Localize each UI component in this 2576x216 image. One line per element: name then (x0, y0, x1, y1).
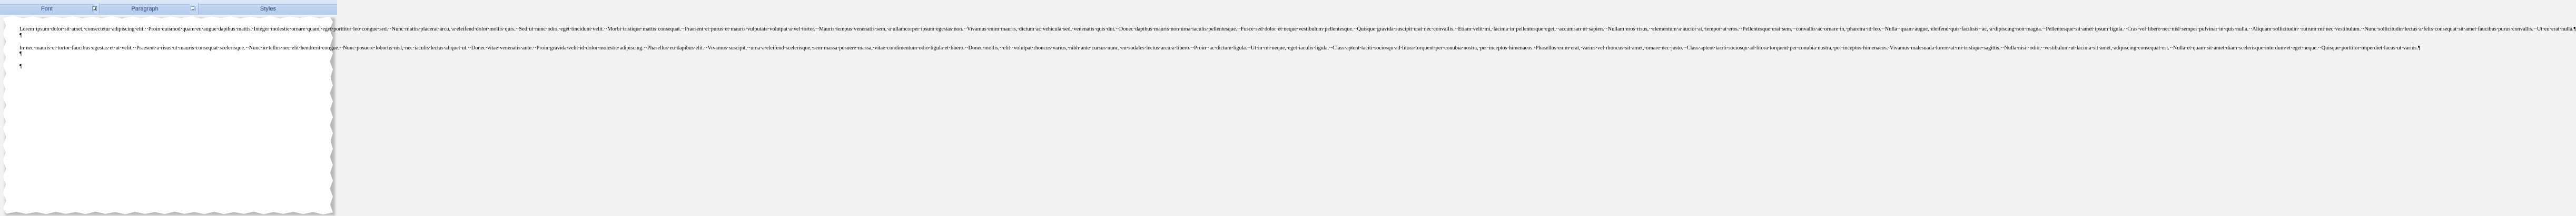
paragraph-mark: ¶ (19, 51, 22, 57)
paragraph-mark: ¶ (19, 64, 22, 70)
styles-group-label: Styles (260, 6, 276, 12)
document-body[interactable] (19, 26, 2576, 70)
group-separator (198, 3, 199, 14)
ribbon-group-bar (0, 0, 337, 15)
paragraph-dialog-launcher-icon[interactable] (191, 6, 195, 11)
font-group (0, 4, 94, 14)
font-group-label: Font (41, 6, 53, 12)
group-separator (99, 3, 100, 14)
paragraph-mark: ¶ (19, 32, 22, 38)
paragraph-group (100, 4, 190, 14)
paragraph-group-label: Paragraph (131, 6, 159, 12)
paragraph-1: Lorem·ipsum·dolor·sit·amet,·consectetur·adipiscing·elit.··Proin·euismod·quam·eu·augue·dapibus·mattis.·Integer·molestie·ornare·quam,·eget·porttitor·leo·congue·sed.··Nunc·mattis·placerat·arcu,·a·eleifend·dolor·mollis·quis.··Sed·ut·nunc·odio,·eget·tincidunt·velit.··Morbi·tristique·mattis·consequat.··Praesent·et·purus·et·mauris·vulputate·volutpat·a·vel·tortor.··Mauris·tempus·venenatis·sem,·a·ullamcorper·ipsum·egestas·non.··Vivamus·enim·mauris,·dictum·ac·vehicula·sed,·venenatis·quis·dui.··Donec·dapibus·mauris·non·urna·iaculis·pellentesque.··Fusce·sed·dolor·et·neque·vestibulum·pellentesque.··Quisque·gravida·suscipit·erat·nec·convallis.··Etiam·velit·mi,·lacinia·in·pellentesque·eget,··accumsan·ut·sapien.··Nullam·eros·risus,··elementum·a·auctor·at,·tempor·at·eros.··Pellentesque·erat·sem,··convallis·ac·ornare·in,·pharetra·id·leo.··Nulla··quam·augue,·eleifend·quis·facilisis··ac,·a·dipiscing·non·magna.··Pellentesque·sit·amet·ipsum·ligula.··Cras·vel·libero·nec·nisl·semper·pulvinar·in·quis·nulla.··Aliquam·sollicitudin··rutrum·mi·nec·vestibulum.··Nunc·sollicitudin·lectus·a·felis·consequat·sit·amet·faucibus·purus·convallis.··Ut·eu·erat·nulla.¶ (19, 26, 2576, 32)
paragraph-2: In·nec·mauris·et·tortor·faucibus·egestas·et·ut·velit.··Praesent·a·risus·ut·mauris·consequat·scelerisque.··Nunc·in·tellus·nec·elit·hendrerit·congue.··Nunc·posuere·lobortis·nisl,·nec·iaculis·lectus·aliquet·ut.··Donec·vitae·venenatis·ante.··Proin·gravida·velit·id·dolor·molestie·adipiscing.··Phasellus·eu·dapibus·elit.··Vivamus·suscipit,··urna·a·eleifend·scelerisque,·sem·massa·posuere·massa,·vitae·condimentum·odio·ligula·et·libero.··Donec·mollis,··elit··volutpat·rhoncus·varius,·nibh·ante·cursus·nunc,·eu·sodales·lectus·arcu·a·libero.··Proin··ac·dictum·ligula.··Ut·in·mi·neque,·eget·iaculis·ligula.··Class·aptent·taciti·sociosqu·ad·litora·torquent·per·conubia·nostra,·per·inceptos·himenaeos.·Phasellus·enim·erat,·varius·vel·rhoncus·sit·amet,·ornare·nec·justo.··Class·aptent·taciti·sociosqu·ad·litora·torquent·per·conubia·nostra,·per·inceptos·himenaeos.·Vivamus·malesuada·lorem·at·mi·tristique·sagittis.··Nulla·nisi··odio,··vestibulum·ut·lacinia·sit·amet,·adipiscing·consequat·est.··Nulla·et·quam·sit·amet·diam·scelerisque·interdum·et·eget·neque.··Quisque·porttitor·imperdiet·lacus·ut·varius.¶ (19, 45, 2421, 51)
styles-group (199, 4, 337, 14)
font-dialog-launcher-icon[interactable] (92, 6, 97, 11)
